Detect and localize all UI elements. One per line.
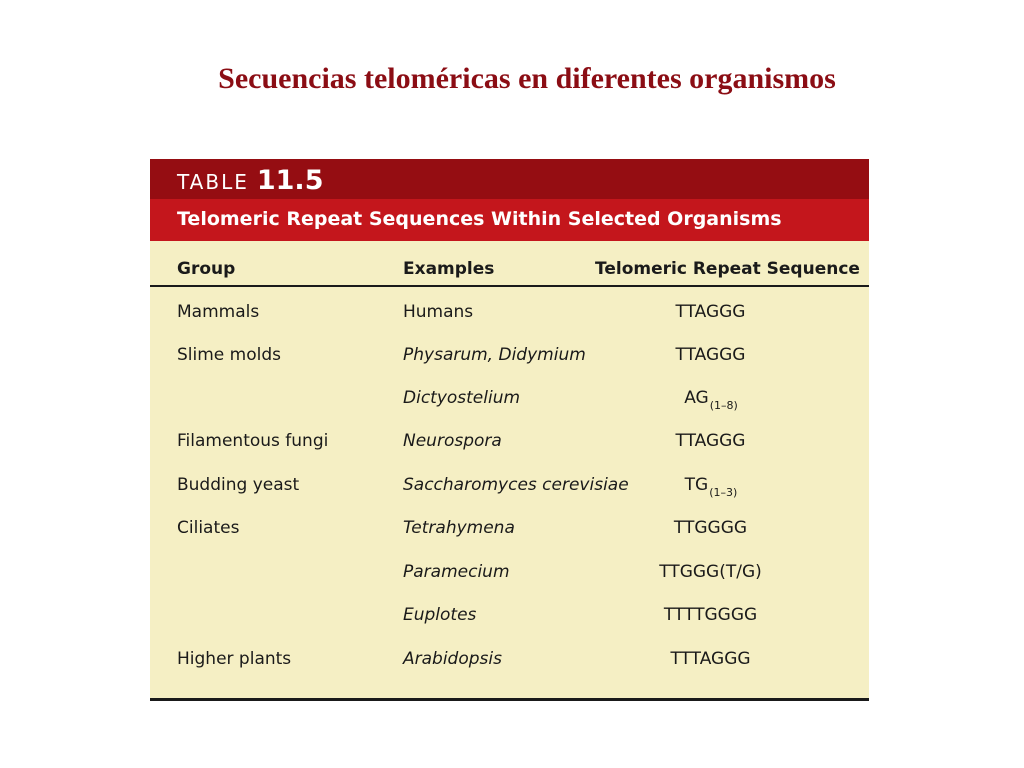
header-group: Group	[177, 259, 236, 279]
row-8-example: Euplotes	[403, 605, 477, 625]
row-6-sequence	[595, 516, 827, 540]
header-rule	[150, 285, 869, 287]
row-9-sequence	[595, 647, 827, 671]
row-7-sequence	[595, 560, 827, 584]
telomeric-table	[150, 159, 869, 699]
table-label	[177, 165, 323, 196]
row-2-example: Physarum, Didymium	[403, 345, 586, 365]
header-sequence: Telomeric Repeat Sequence	[595, 259, 860, 279]
row-7-example: Paramecium	[403, 562, 510, 582]
row-4-group: Filamentous fungi	[177, 431, 329, 451]
table-number-band	[150, 159, 869, 199]
row-6-sequence-text: TTGGGG	[673, 518, 748, 538]
row-4-sequence-text: TTAGGG	[675, 431, 746, 451]
row-1-sequence	[595, 300, 827, 324]
table-caption-band	[150, 199, 869, 241]
row-1-group: Mammals	[177, 302, 260, 322]
row-3-sequence-sub: (1–8)	[709, 399, 738, 412]
table-bottom-rule	[150, 698, 869, 701]
row-3-sequence-text: AG	[684, 388, 709, 408]
slide-title: Secuencias teloméricas en diferentes organismos	[218, 62, 836, 95]
row-5-group: Budding yeast	[177, 475, 300, 495]
table-label-number: 11.5	[256, 165, 324, 196]
row-3-sequence	[595, 386, 827, 410]
row-1-sequence-text: TTAGGG	[675, 302, 746, 322]
row-9-group: Higher plants	[177, 649, 292, 669]
header-examples: Examples	[403, 259, 495, 279]
row-4-example: Neurospora	[403, 431, 502, 451]
row-5-sequence-text: TG	[684, 475, 709, 495]
row-7-sequence-text: TTGGG(T/G)	[659, 562, 762, 582]
row-6-group: Ciliates	[177, 518, 240, 538]
row-8-sequence	[595, 603, 827, 627]
row-8-sequence-text: TTTTGGGG	[663, 605, 758, 625]
row-2-group: Slime molds	[177, 345, 281, 365]
row-3-example: Dictyostelium	[403, 388, 521, 408]
row-5-sequence-sub: (1–3)	[709, 486, 738, 499]
row-2-sequence-text: TTAGGG	[675, 345, 746, 365]
row-6-example: Tetrahymena	[403, 518, 515, 538]
row-5-sequence	[595, 473, 827, 497]
table-label-word: TABLE	[177, 170, 249, 194]
row-9-example: Arabidopsis	[403, 649, 502, 669]
row-2-sequence	[595, 343, 827, 367]
row-9-sequence-text: TTTAGGG	[670, 649, 751, 669]
table-caption: Telomeric Repeat Sequences Within Selected Organisms	[177, 208, 782, 230]
row-4-sequence	[595, 429, 827, 453]
row-5-example: Saccharomyces cerevisiae	[403, 475, 629, 495]
row-1-example: Humans	[403, 302, 474, 322]
